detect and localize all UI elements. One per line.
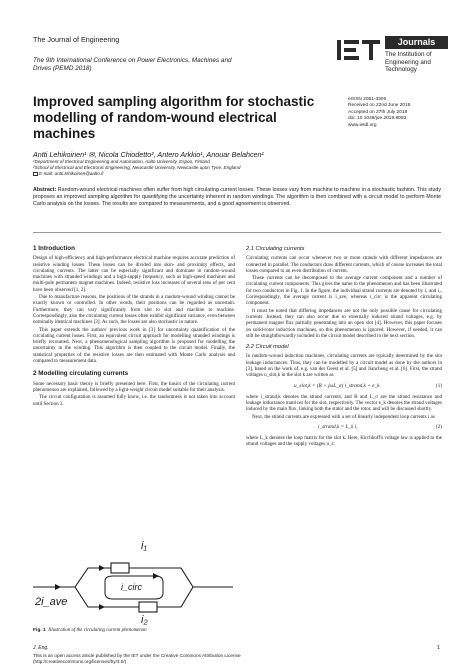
equation-1-body: u_slot,k = (R + jωL_σ) i_strand,k + e_k (294, 382, 380, 389)
section-2-paragraph-2: The circuit configuration is assumed fully know, i.e. the randomness is not taken into account until Section 3. (33, 394, 235, 407)
logo-institution-line-2: Engineering and Technology (385, 58, 431, 73)
logo-institution-line-1: The Institution of (385, 51, 432, 58)
title-line-2: modelling of random-wound electrical (33, 110, 277, 125)
left-column (33, 246, 235, 408)
conference-name (33, 57, 313, 73)
label-iave: 2i_ave (35, 596, 68, 608)
section-1-heading: 1 Introduction (33, 245, 75, 252)
intro-paragraph-2: Due to manufacture reasons, the positions of the strands in a random-wound winding cannot be exactly known or controlled. In other words, their positions can be regarded as uncertain. Furthermore, they can vary significantly from slot to slot and machine to machine. Correspondingly, also the circulating current losses often exhibit significant variance, even between nominally identical machines [3]. As such, the losses are also stochastic in nature. (33, 294, 235, 326)
affiliation-2: ²School of Electrical and Electronic Engineering, Newcastle University, Newcastle upon Tyne, England (33, 165, 241, 171)
section-2-2-heading: 2.2 Circuit model (246, 344, 289, 351)
figure-caption-label: Fig. 1 (33, 628, 46, 633)
strand-2-arrow-icon (99, 604, 105, 610)
author-email[interactable]: E-mail: antti.lehikoinen@aalto.fi (39, 171, 104, 177)
intro-paragraph-1: Design of high-efficiency and high-performance electrical machine requires accurate prediction of resistive winding losses. These losses can be divided into skin- and proximity effects, and circulating currents. The latter can be especially significant and dominate in random-wound machines with stranded windings and a high-supply frequency, such as high-speed machines and multi-pole permanent magnet machines. Indeed, resistive loss increases of several tens of per cent have been observed [1, 2]. (33, 255, 235, 293)
footer-journal (33, 645, 49, 651)
meta-doi[interactable]: doi: 10.1049/joe.2018.8093 (348, 116, 407, 122)
circuit-paragraph-3: Next, the strand currents are expressed with a set of linearly independent loop currents i as (252, 413, 435, 420)
affiliations (33, 159, 433, 178)
circuit-paragraph-1: In random-wound induction machines, circulating currents are typically determined by the slot leakage inductances. Thus, they can be modelled by a circuit model as done by the authors in [3], based on the work of, e.g. van der Geest et al. [5] and Jiancheng et al. [6]. First, the strand voltages u_slot,k in the slot k are written as (246, 353, 442, 379)
page-number: 1 (437, 645, 440, 651)
label-icirc: i_circ (121, 582, 143, 592)
section-2-1-heading: 2.1 Circulating currents (246, 246, 305, 252)
footer-license (33, 653, 453, 665)
abstract-label: Abstract: (33, 187, 57, 193)
circuit-paragraph-4: where L_k denotes the loop matrix for the slot k. Here, Kirchhoff's voltage law is applied to the strand voltages and the supply voltages u_s: (246, 434, 442, 448)
equation-1-number: (1) (436, 382, 442, 389)
iet-logo (337, 36, 449, 78)
title-line-3: machines (33, 126, 96, 141)
circuit-paragraph-2: where i_strand,k denotes the strand currents, and R and L_σ are the strand resistance and leakage inductance matrices for the slot, respectively. The vector e_k denotes the strand voltages induced by the main flux, linking both the stator and the rotor, and will be discussed shortly. (246, 393, 442, 413)
license-line-1: This is an open access article published by the IET under the Creative Commons Attribution License (33, 653, 241, 658)
meta-accepted: Accepted on 27th July 2018 (348, 109, 408, 115)
equation-2 (246, 422, 442, 433)
right-column (246, 246, 442, 448)
license-url[interactable]: (http://creativecommons.org/licenses/by/3.0/) (33, 659, 127, 665)
label-i1: i₁ (141, 540, 147, 552)
input-arrow-icon (55, 584, 61, 590)
title-line-1: Improved sampling algorithm for stochastic (33, 94, 315, 109)
meta-received: Received on 22nd June 2018 (348, 103, 411, 109)
circulating-paragraph-2: These currents can be decomposed to the average current component and a number of circulating current components. This gives the name to the phenomenon and has been illustrated for two conductors in Fig. 1. In the figure, the individual strand currents are denoted by i₁ and i₂. Correspondingly, the average current is i_ave, whereas i_circ is the apparent circulating component. (246, 275, 442, 307)
strand-1-impedance (111, 563, 129, 573)
equation-2-body: i_strand,k = L_k i, (318, 423, 358, 430)
article-meta (348, 97, 458, 129)
strand-1-arrow-icon (99, 565, 105, 571)
conference-line-1: The 9th International Conference on Power Electronics, Machines and (33, 57, 232, 64)
circulating-arrow-icon (153, 573, 159, 579)
footer-journal-abbrev: J. Eng. (33, 645, 49, 651)
abstract-divider (33, 232, 441, 233)
author-list: Antti Lehikoinen¹ ✉, Nicola Chiodetto², Antero Arkkio¹, Anouar Belahcen¹ (33, 150, 264, 159)
affiliation-email-row (33, 171, 433, 177)
section-2-paragraph-1: Some necessary basic theory is briefly presented here. First, the basics of the circulating current phenomenon are explained, followed by a light-weight circuit model suitable for their analysis. (33, 380, 235, 393)
equation-1 (246, 381, 442, 392)
figure-caption-text: Illustration of the circulating current phenomenon (48, 628, 147, 633)
figure-1-caption (33, 628, 147, 633)
journal-name: The Journal of Engineering (33, 35, 120, 44)
paper-title (33, 94, 343, 142)
affiliation-1: ¹Department of Electrical Engineering and Automation, Aalto University, Espoo, Finland (33, 159, 210, 164)
label-i2: i₂ (141, 614, 148, 625)
logo-institution (385, 51, 451, 74)
meta-url[interactable]: www.ietdl.org (348, 122, 377, 128)
meta-eissn: eISSN 2051-3305 (348, 97, 387, 102)
figure-1-circuit (33, 535, 233, 625)
intro-paragraph-3: This paper extends the authors' previous work in [3] for uncertainty quantification of the circulating current losses. First, an equivalent circuit approach for modelling stranded windings is briefly recounted. Next, a phenomenological sampling algorithm is proposed for modelling the uncertainty in the winding. This algorithm is then coupled to the circuit model. Finally, the statistical properties of the resistive losses are then estimated with Monte Carlo analysis and compared to measurement data. (33, 326, 235, 365)
circulating-paragraph-3: It must be noted that differing impedances are not the only possible cause for circulating currents. Instead, they can also occur due to externally induced strand voltages, e.g. by permanent magnet flux partially penetrating into an open slot [4]. However, this paper focuses on solid-rotor induction machines, so this phenomenon is ignored. However, if needed, it can still be straightforwardly included in the circuit model described in the next section. (246, 307, 442, 339)
logo-journals-label: Journals (385, 36, 448, 49)
equation-2-number: (2) (436, 423, 442, 430)
circulating-paragraph-1: Circulating currents can occur whenever two or more strands with different impedances are connected in parallel. The conductors draw different currents, which of course increases the total losses compared to an even distribution of current. (246, 255, 442, 274)
email-icon (33, 172, 38, 175)
abstract-text: Random-wound electrical machines often suffer from high circulating current losses. These losses vary from machine to machine in a stochastic fashion. This study proposes an improved sampling algorithm for quantifying the uncertainty inherent in random windings. The algorithm is then combined with a circuit model to perform Monte Carlo analysis on the losses. The results are compared to measurements, and a good agreement is observed. (33, 187, 441, 207)
abstract (33, 187, 441, 208)
conference-line-2: Drives (PEMD 2018) (33, 65, 92, 72)
section-2-heading: 2 Modelling circulating currents (33, 370, 129, 378)
strand-2-impedance (139, 602, 157, 612)
iet-logo-mark-icon (337, 36, 383, 64)
